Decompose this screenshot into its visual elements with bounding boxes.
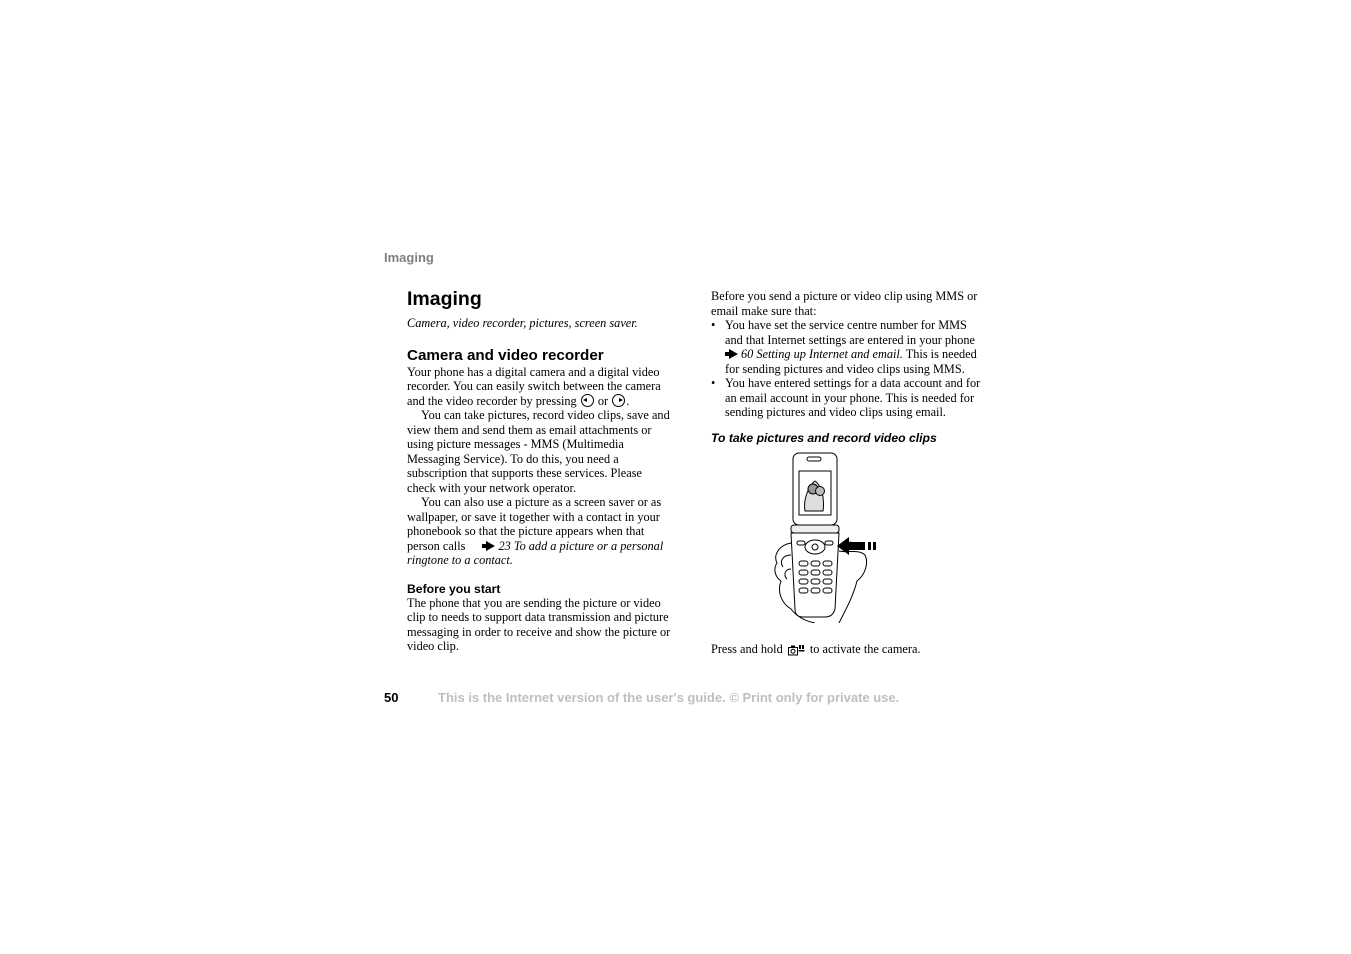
bullet-2-text: You have entered settings for a data account and for an email account in your phone. This is needed for sending pictures and video clips using email. [725,376,981,419]
list-item [711,318,981,376]
camera-paragraph-2: You can take pictures, record video clips, save and view them and send them as email attachments or using picture messages - MMS (Multimedia Messaging Service). To do this, you need a subscription that supports these services. Please check with your network operator. [407,408,670,495]
list-item [711,376,981,420]
camera-key-icon [788,643,805,656]
before-start-text: The phone that you are sending the picture or video clip to needs to support data transmission and picture messaging in order to receive and show the picture or video clip. [407,595,671,653]
left-column [407,287,672,654]
contact-picture-link[interactable]: 23 To add a picture or a personal ringtone to a contact. [407,538,664,567]
page-number: 50 [384,690,399,705]
navigation-right-icon [612,394,625,407]
procedure-caption [711,642,981,657]
camera-p1-or: or [597,393,609,408]
right-column [711,289,981,657]
caption-before: Press and hold [711,642,783,656]
caption-after: to activate the camera. [809,642,921,656]
camera-paragraph-3 [407,495,672,568]
internet-setup-link[interactable]: 60 Setting up Internet and email. [741,347,903,361]
section-subtitle: Camera, video recorder, pictures, screen saver. [407,316,638,330]
camera-heading: Camera and video recorder [407,346,604,364]
requirements-list [711,318,981,420]
bullet-1-text: You have set the service centre number for MMS and that Internet settings are entered in your phone [725,318,975,347]
camera-p3-text: You can also use a picture as a screen saver or as wallpaper, or save it together with a contact in your phonebook so that the picture appears when that person calls [407,495,662,553]
page-footer [384,690,900,705]
camera-p1-text: Your phone has a digital camera and a digital video recorder. You can easily switch between the camera and the video recorder by pressing [407,364,661,408]
before-start-heading: Before you start [407,581,501,596]
phone-illustration [769,451,919,623]
cross-reference-arrow-icon [729,349,738,359]
cross-reference-arrow-icon [486,541,495,551]
camera-p1-end: . [626,393,630,408]
bullet-1-after: This is needed for sending pictures and video clips using MMS. [725,347,977,376]
navigation-left-icon [581,394,594,407]
copyright-notice: This is the Internet version of the user's guide. © Print only for private use. [438,690,900,705]
running-header: Imaging [384,250,434,265]
section-title: Imaging [407,288,482,310]
procedure-heading: To take pictures and record video clips [711,430,937,445]
mms-intro: Before you send a picture or video clip using MMS or email make sure that: [711,289,978,318]
camera-paragraph-1 [407,365,672,409]
